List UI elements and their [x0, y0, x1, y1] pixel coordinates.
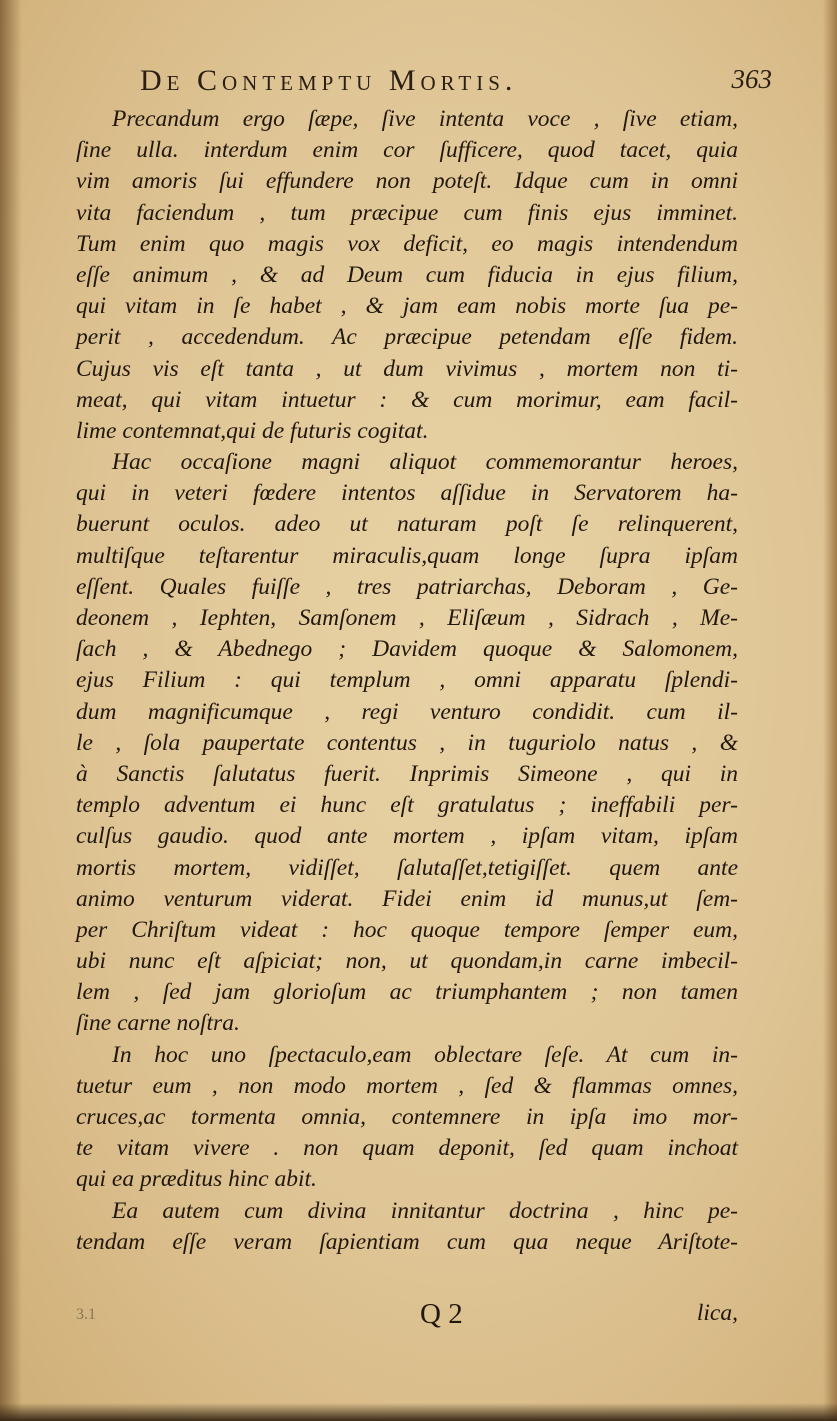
text-line: ejus Filium : qui templum , omni apparatu ſplendi- [76, 667, 738, 694]
edge-shadow [823, 0, 837, 1421]
text-line: culſus gaudio. quod ante mortem , ipſam vitam, ipſam [76, 823, 738, 850]
text-line: Precandum ergo ſæpe, ſive intenta voce , ſive etiam, [112, 106, 738, 132]
text-line: per Chriſtum videat : hoc quoque tempore ſemper eum, [76, 916, 738, 943]
text-line: à Sanctis ſalutatus fuerit. Inprimis Simeone , qui in [76, 760, 738, 787]
text-line: mortis mortem, vidiſſet, ſalutaſſet,tetigiſſet. quem ante [76, 854, 738, 881]
text-line: Ea autem cum divina innitantur doctrina , hinc pe- [112, 1197, 738, 1224]
text-line: qui ea præditus hinc abit. [76, 1166, 317, 1193]
text-line: tuetur eum , non modo mortem , ſed & flammas omnes, [76, 1072, 738, 1099]
text-line: ubi nunc eſt aſpiciat; non, ut quondam,in carne imbecil- [76, 948, 738, 975]
text-line: vita faciendum , tum præcipue cum finis ejus imminet. [76, 199, 738, 226]
text-line: perit , accedendum. Ac præcipue petendam eſſe fidem. [76, 324, 738, 351]
text-line: vim amoris ſui effundere non poteſt. Idque cum in omni [76, 168, 738, 195]
text-line: deonem , Iephten, Samſonem , Eliſæum , Sidrach , Me- [76, 605, 738, 631]
page-footer [76, 1296, 738, 1336]
text-line: le , ſola paupertate contentus , in tuguriolo natus , & [76, 729, 738, 756]
text-line: lime contemnat,qui de futuris cogitat. [76, 417, 429, 444]
running-title: De Contemptu Mortis. [140, 64, 518, 97]
text-line: ſine carne noſtra. [76, 1010, 240, 1037]
text-line: dum magnificumque , regi venturo condidit. cum il- [76, 698, 738, 725]
text-line: qui vitam in ſe habet , & jam eam nobis morte ſua pe- [76, 293, 738, 320]
page-number: 363 [731, 64, 772, 94]
text-line: In hoc uno ſpectaculo,eam oblectare ſeſe. At cum in- [112, 1041, 738, 1068]
text-line: meat, qui vitam intuetur : & cum morimur, eam facil- [76, 386, 738, 413]
text-line: buerunt oculos. adeo ut naturam poſt ſe relinquerent, [76, 511, 738, 538]
signature-mark: Q 2 [420, 1298, 463, 1330]
text-line: animo venturum viderat. Fidei enim id munus,ut ſem- [76, 885, 738, 912]
text-line: Tum enim quo magis vox deficit, eo magis intendendum [76, 230, 738, 257]
text-line: qui in veteri fœdere intentos aſſidue in Servatorem ha- [76, 480, 738, 507]
text-line: eſſent. Quales fuiſſe , tres patriarchas, Deboram , Ge- [76, 573, 738, 600]
body-text [76, 104, 738, 1258]
text-line: multiſque teſtarentur miraculis,quam longe ſupra ipſam [76, 542, 738, 569]
text-line: Cujus vis eſt tanta , ut dum vivimus , mortem non ti- [76, 355, 738, 382]
text-line: lem , ſed jam glorioſum ac triumphantem ; non tamen [76, 979, 738, 1006]
text-line: ſine ulla. interdum enim cor ſufficere, quod tacet, quia [76, 137, 738, 164]
text-line: templo adventum ei hunc eſt gratulatus ; ineffabili per- [76, 792, 738, 819]
margin-note: 3.1 [76, 1306, 96, 1323]
text-line: te vitam vivere . non quam deponit, ſed quam inchoat [76, 1135, 738, 1162]
page-header [118, 60, 778, 108]
catchword: lica, [696, 1300, 738, 1326]
text-line: Hac occaſione magni aliquot commemorantur heroes, [112, 449, 738, 476]
text-line: cruces,ac tormenta omnia, contemnere in ipſa imo mor- [76, 1104, 738, 1130]
text-line: tendam eſſe veram ſapientiam cum qua neque Ariſtote- [76, 1228, 738, 1255]
text-line: eſſe animum , & ad Deum cum fiducia in ejus filium, [76, 261, 738, 288]
bottom-edge-shadow [0, 1403, 837, 1421]
text-line: ſach , & Abednego ; Davidem quoque & Salomonem, [76, 636, 738, 663]
gutter-shadow [0, 0, 22, 1421]
